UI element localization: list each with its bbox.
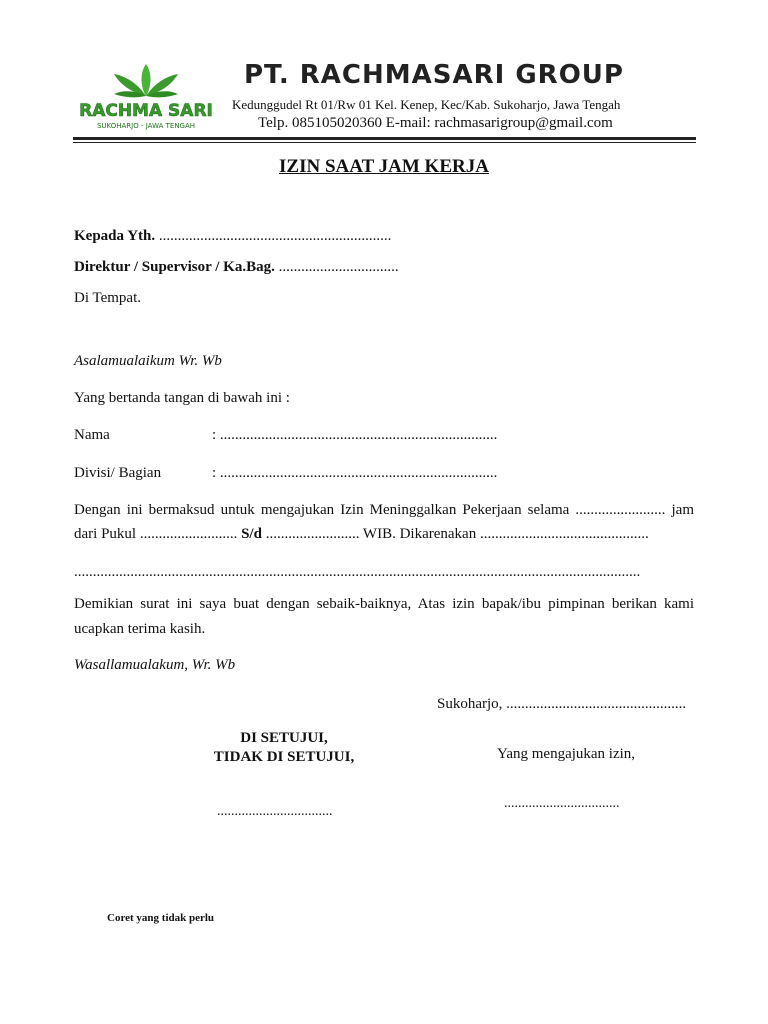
logo-subtext: SUKOHARJO - JAWA TENGAH	[96, 122, 196, 130]
leaf-icon	[74, 62, 218, 134]
company-name: PT. RACHMASARI GROUP	[244, 60, 624, 90]
role-dots: ................................	[274, 259, 399, 275]
logo-wordmark: RACHMA SARI	[79, 101, 213, 121]
reason-dots-line: .......................................................................................................................................................	[74, 564, 641, 580]
addressee-line	[74, 228, 391, 245]
applicant-signature-line: .................................	[504, 796, 620, 811]
approval-block	[204, 729, 364, 767]
request-line-1: Dengan ini bermaksud untuk mengajukan Izin Meninggalkan Pekerjaan selama ........................ jam	[74, 502, 694, 518]
addressee-label: Kepada Yth.	[74, 228, 156, 244]
letterhead-rule-thin	[73, 142, 696, 143]
request-line-2	[74, 526, 649, 543]
not-approved-label: TIDAK DI SETUJUI,	[213, 749, 355, 765]
role-line	[74, 259, 399, 276]
division-field: : ..........................................................................	[212, 465, 498, 481]
role-label: Direktur / Supervisor / Ka.Bag.	[74, 259, 275, 275]
footnote: Coret yang tidak perlu	[107, 912, 215, 924]
place-line: Di Tempat.	[74, 290, 141, 306]
company-logo	[74, 62, 218, 134]
closing-line-1: Demikian surat ini saya buat dengan sebaik-baiknya, Atas izin bapak/ibu pimpinan berikan kami	[74, 596, 694, 612]
applicant-label: Yang mengajukan izin,	[497, 746, 636, 762]
time-from: dari Pukul ..........................	[74, 526, 242, 542]
farewell: Wasallamualakum, Wr. Wb	[74, 657, 236, 673]
time-to-reason: ......................... WIB. Dikarenakan .............................................	[261, 526, 649, 542]
greeting: Asalamualaikum Wr. Wb	[74, 353, 222, 369]
intro-line: Yang bertanda tangan di bawah ini :	[74, 390, 290, 406]
company-address: Kedunggudel Rt 01/Rw 01 Kel. Kenep, Kec/Kab. Sukoharjo, Jawa Tengah	[232, 97, 621, 112]
closing-line-2: ucapkan terima kasih.	[74, 621, 206, 637]
approved-label: DI SETUJUI,	[240, 730, 328, 746]
approver-signature-line: .................................	[217, 804, 333, 819]
company-contact: Telp. 085105020360 E-mail: rachmasarigroup@gmail.com	[258, 115, 613, 131]
document-title: IZIN SAAT JAM KERJA	[279, 156, 489, 177]
letterhead-rule-thick	[73, 137, 696, 140]
name-field: : ..........................................................................	[212, 427, 498, 443]
addressee-dots: ..............................................................	[155, 228, 392, 244]
until-label: S/d	[241, 526, 262, 542]
place-date: Sukoharjo, ................................................	[437, 696, 687, 712]
division-label: Divisi/ Bagian	[74, 465, 162, 481]
name-label: Nama	[74, 427, 110, 443]
